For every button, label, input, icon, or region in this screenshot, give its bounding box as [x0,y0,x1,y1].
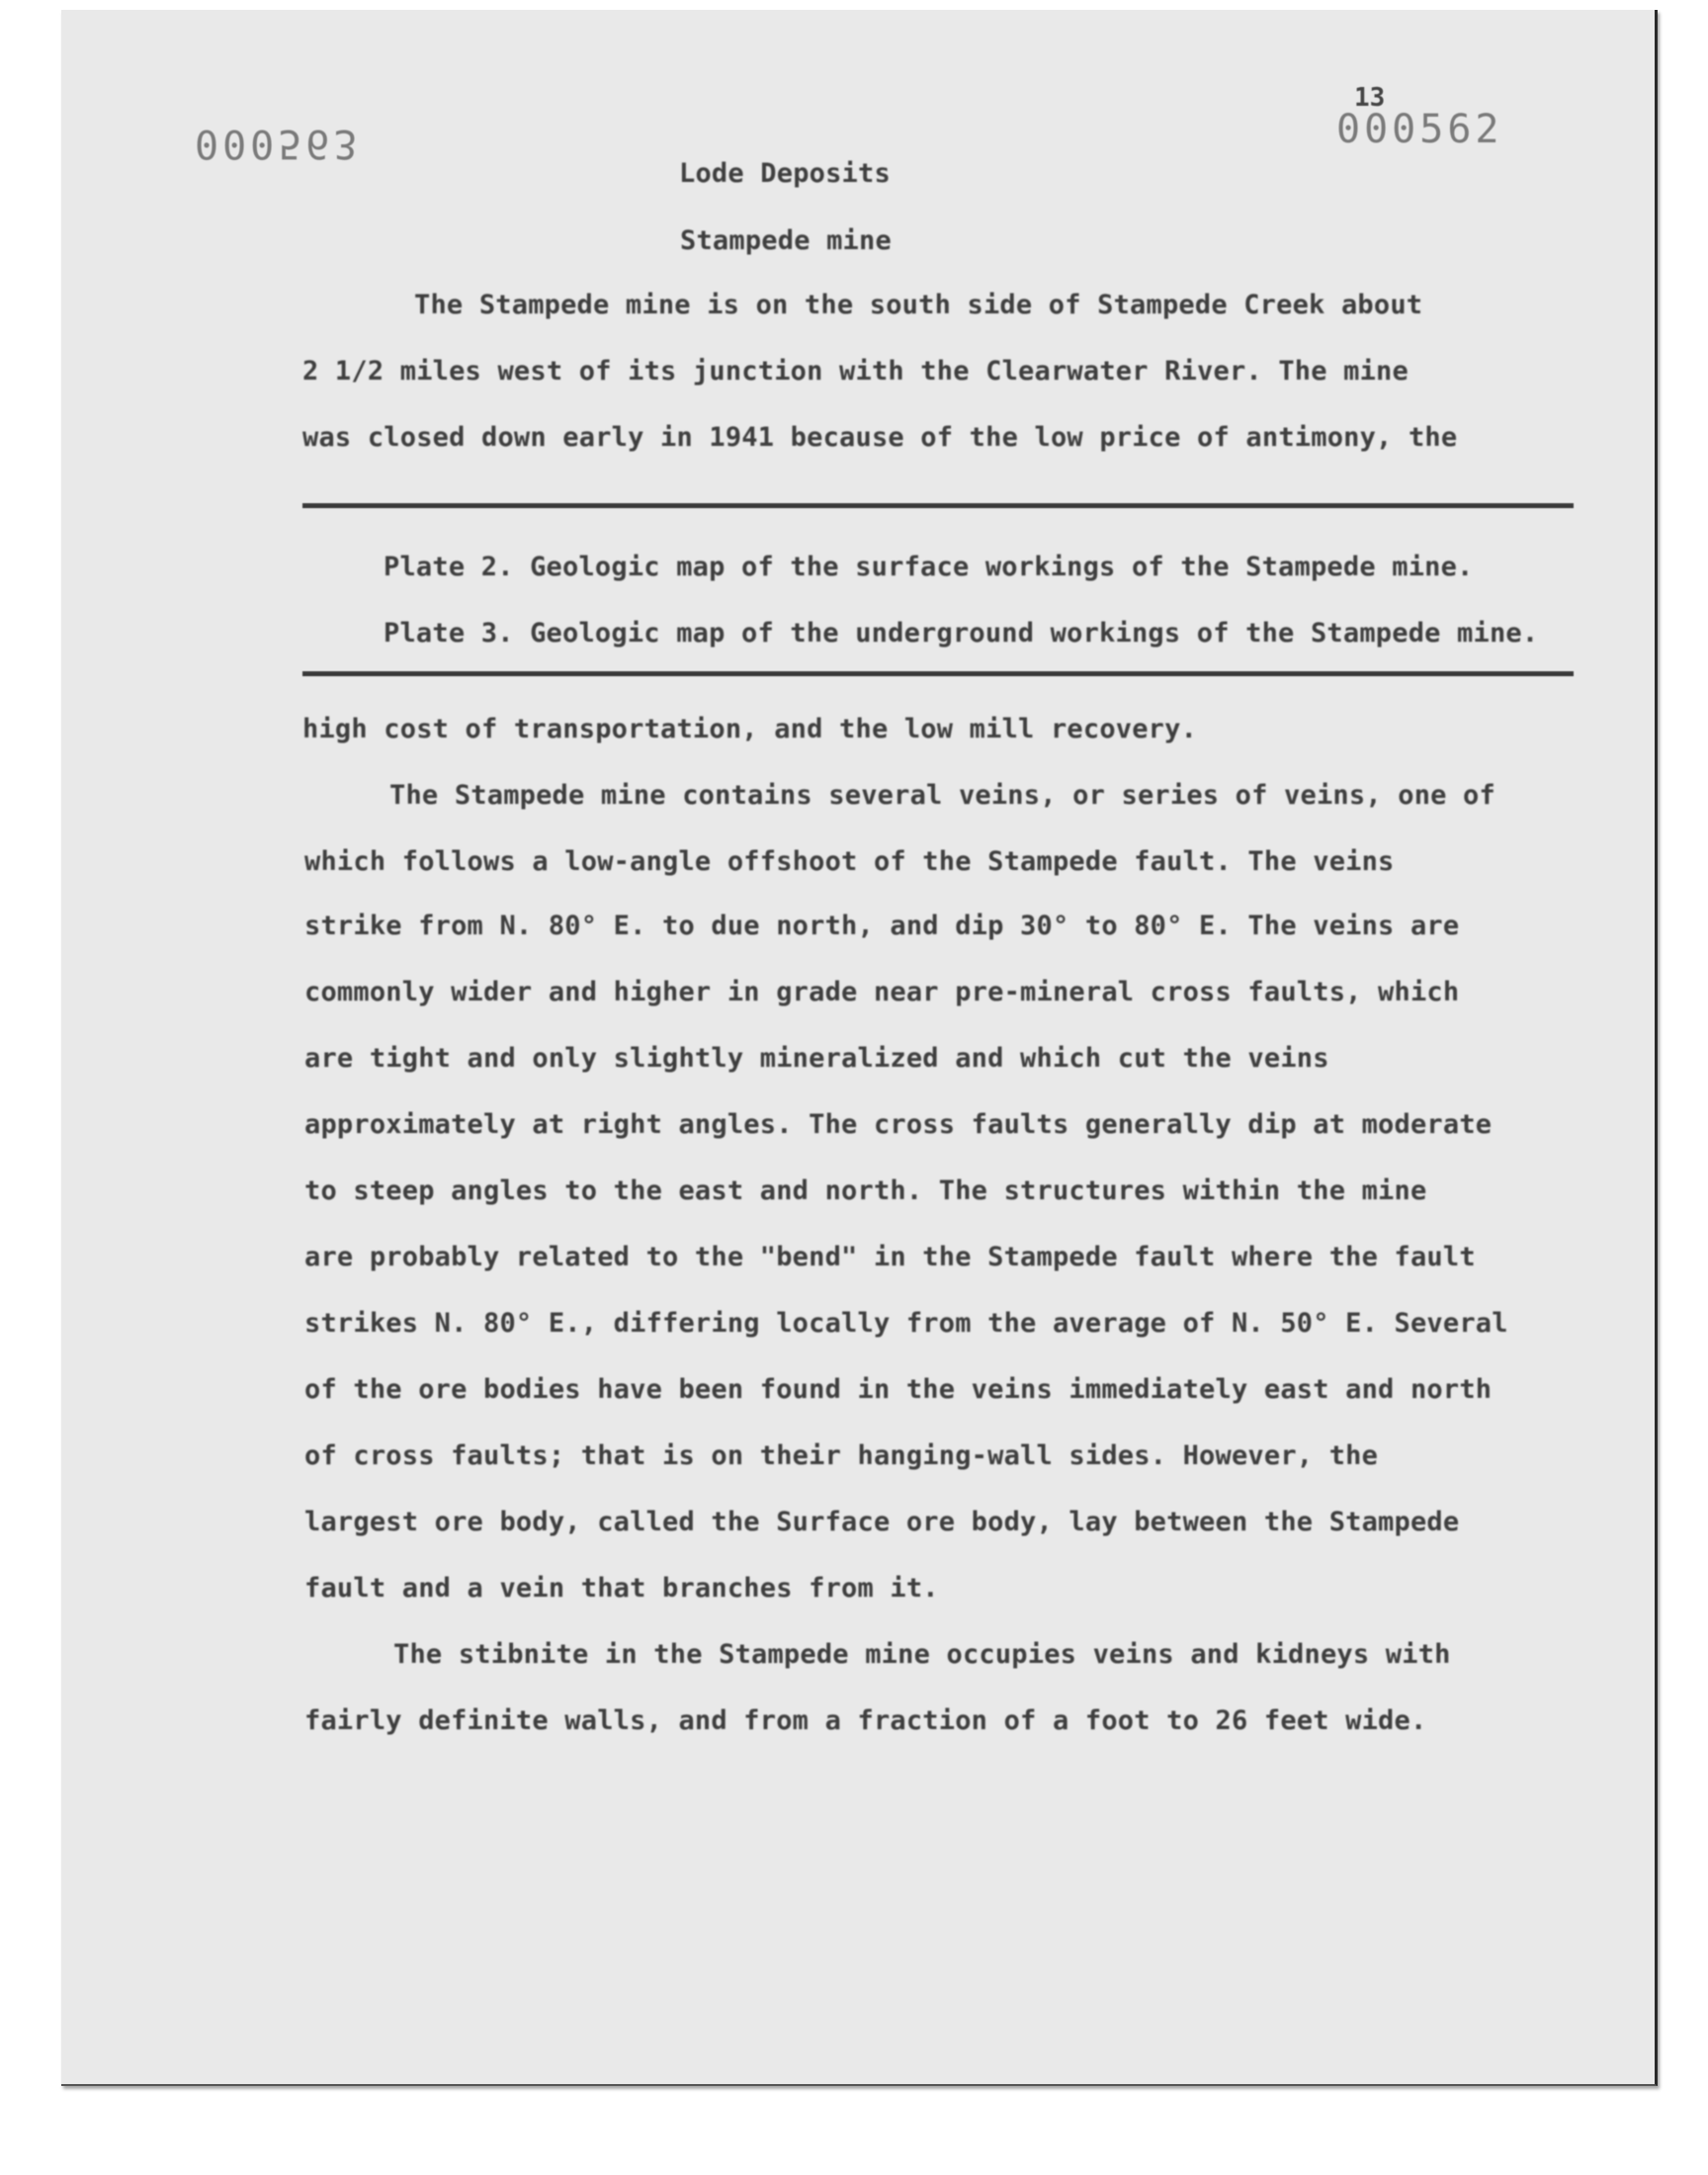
page-number: 13 [1354,83,1386,113]
plate-caption: Plate 2. Geologic map of the surface workings of the Stampede mine. [384,552,1474,582]
text-line: fault and a vein that branches from it. [304,1573,939,1604]
horizontal-rule [302,671,1574,676]
text-line: commonly wider and higher in grade near pre-mineral cross faults, which [304,977,1460,1007]
text-line: The Stampede mine is on the south side of Stampede Creek about [414,290,1423,320]
text-line: fairly definite walls, and from a fraction of a foot to 26 feet wide. [304,1705,1427,1736]
text-line: are tight and only slightly mineralized and which cut the veins [304,1043,1329,1074]
text-line: which follows a low-angle offshoot of the Stampede fault. The veins [304,846,1395,877]
document-page [61,10,1658,2086]
text-line: was closed down early in 1941 because of the low price of antimony, the [302,422,1458,453]
text-line: largest ore body, called the Surface ore body, lay between the Stampede [304,1507,1460,1537]
subsection-heading: Stampede mine [680,225,892,256]
plate-caption: Plate 3. Geologic map of the underground workings of the Stampede mine. [384,618,1539,649]
text-line: strike from N. 80° E. to due north, and dip 30° to 80° E. The veins are [304,911,1460,941]
text-line: strikes N. 80° E., differing locally from the average of N. 50° E. Several [304,1308,1508,1339]
text-line: high cost of transportation, and the low mill recovery. [302,714,1198,744]
text-line: The Stampede mine contains several veins, or series of veins, one of [389,780,1495,811]
text-line: 2 1/2 miles west of its junction with the Clearwater River. The mine [302,356,1409,387]
text-line: are probably related to the "bend" in the Stampede fault where the fault [304,1242,1476,1272]
text-line: of cross faults; that is on their hanging-wall sides. However, the [304,1440,1379,1471]
text-line: approximately at right angles. The cross faults generally dip at moderate [304,1109,1493,1140]
text-line: of the ore bodies have been found in the veins immediately east and north [304,1374,1493,1405]
text-line: to steep angles to the east and north. The structures within the mine [304,1175,1427,1206]
stamp-right-number: 000562 [1336,107,1503,152]
section-heading: Lode Deposits [679,158,891,189]
text-line: The stibnite in the Stampede mine occupies veins and kidneys with [393,1639,1451,1670]
stamp-left-number: 000563 [195,121,362,166]
horizontal-rule [302,503,1574,508]
